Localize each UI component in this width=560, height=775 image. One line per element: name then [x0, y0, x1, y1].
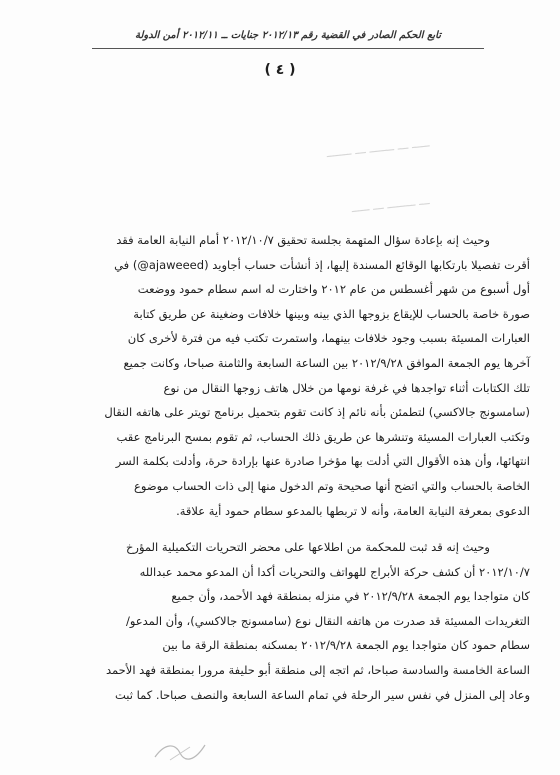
bleed-through-mark: ـــ ــــــــ ـــ ـــــ	[350, 193, 431, 216]
paragraph-line: العبارات المسيئة بسبب وجود خلافات بينهما، واستمرت تكتب فيه من فترة لأخرى كان	[127, 331, 530, 346]
paragraph-line: صورة خاصة بالحساب للإيقاع بزوجها الذي بينه وبينها خلافات وضغينة عن طريق كتابة	[133, 306, 530, 321]
paragraph-line: كان متواجدا يوم الجمعة ٢٠١٢/٩/٢٨ في منزله بمنطقة فهد الأحمد، وأن جميع	[171, 589, 530, 604]
paragraph-line: انتهائها، وأن هذه الأقوال التي أدلت بها مؤخرا صادرة عنها بإرادة حرة، وأدلت بكلمة السر	[115, 454, 530, 469]
paragraph-line: ٢٠١٢/١٠/٧ أن كشف حركة الأبراج للهواتف والتحريات أكدا أن المدعو محمد عبدالله	[139, 564, 530, 579]
handwritten-initial-mark	[150, 735, 210, 765]
paragraph-line: الدعوى بمعرفة النيابة العامة، وأنه لا تربطها بالمدعو سطام حمود أية علاقة.	[176, 503, 530, 518]
paragraph-line: وعاد إلى المنزل في نفس سير الرحلة في تمام الساعة السابعة والنصف صباحا. كما ثبت	[115, 687, 530, 702]
paragraph-investigation	[40, 535, 530, 707]
paragraph-line: الخاصة بالحساب والتي اتضح أنها صحيحة وتم الدخول منها إلى ذات الحساب موضوع	[134, 478, 530, 493]
paragraph-line: سطام حمود كان متواجدا يوم الجمعة ٢٠١٢/٩/٢٨ بمسكنه بمنطقة الرقة ما بين	[162, 638, 530, 653]
paragraph-line: الساعة الخامسة والسادسة صباحا، ثم اتجه إلى منطقة أبو حليفة مرورا بمنطقة فهد الأحمد	[105, 662, 530, 677]
paragraph-line: التغريدات المسيئة قد صدرت من هاتفه النقال نوع (سامسونج جالاكسي)، وأن المدعو/	[125, 613, 530, 628]
paragraph-line: أقرت تفصيلا بارتكابها الوقائع المسندة إليها، إذ أنشأت حساب أجاويد (ajaweeed@) في	[114, 257, 530, 272]
paragraph-line: تلك الكتابات أثناء تواجدها في غرفة نومها من خلال هاتف زوجها النقال من نوع	[163, 380, 530, 395]
paragraph-line: آخرها يوم الجمعة الموافق ٢٠١٢/٩/٢٨ بين الساعة السابعة والثامنة صباحا، وكانت جميع	[123, 355, 530, 370]
paragraph-line: وحيث إنه قد ثبت للمحكمة من اطلاعها على محضر التحريات التكميلية المؤرخ	[125, 540, 490, 554]
page-header: تابع الحكم الصادر في القضية رقم ٢٠١٢/١٣ جنايات ــ ٢٠١٢/١١ أمن الدولة	[134, 30, 442, 41]
paragraph-line: وحيث إنه بإعادة سؤال المتهمة بجلسة تحقيق ٢٠١٢/١٠/٧ أمام النيابة العامة فقد	[116, 233, 490, 247]
paragraph-confession	[40, 228, 530, 523]
paragraph-line: (سامسونج جالاكسي) لتطمئن بأنه نائم إذ كانت تقوم بتحميل برنامج تويتر على هاتفه النقال	[104, 405, 530, 420]
bleed-through-mark: ـــــ ـــ ـــــــ ـــ ـــــــ	[325, 135, 430, 161]
header-underline	[92, 48, 484, 49]
paragraph-line: وتكتب العبارات المسيئة وتنشرها عن طريق ذلك الحساب، ثم تقوم بمسح البرنامج عقب	[116, 429, 530, 444]
paragraph-line: أول أسبوع من شهر أغسطس من عام ٢٠١٢ واختارت له اسم سطام حمود ووضعت	[137, 282, 530, 297]
page-number: ( ٤ )	[264, 62, 296, 78]
